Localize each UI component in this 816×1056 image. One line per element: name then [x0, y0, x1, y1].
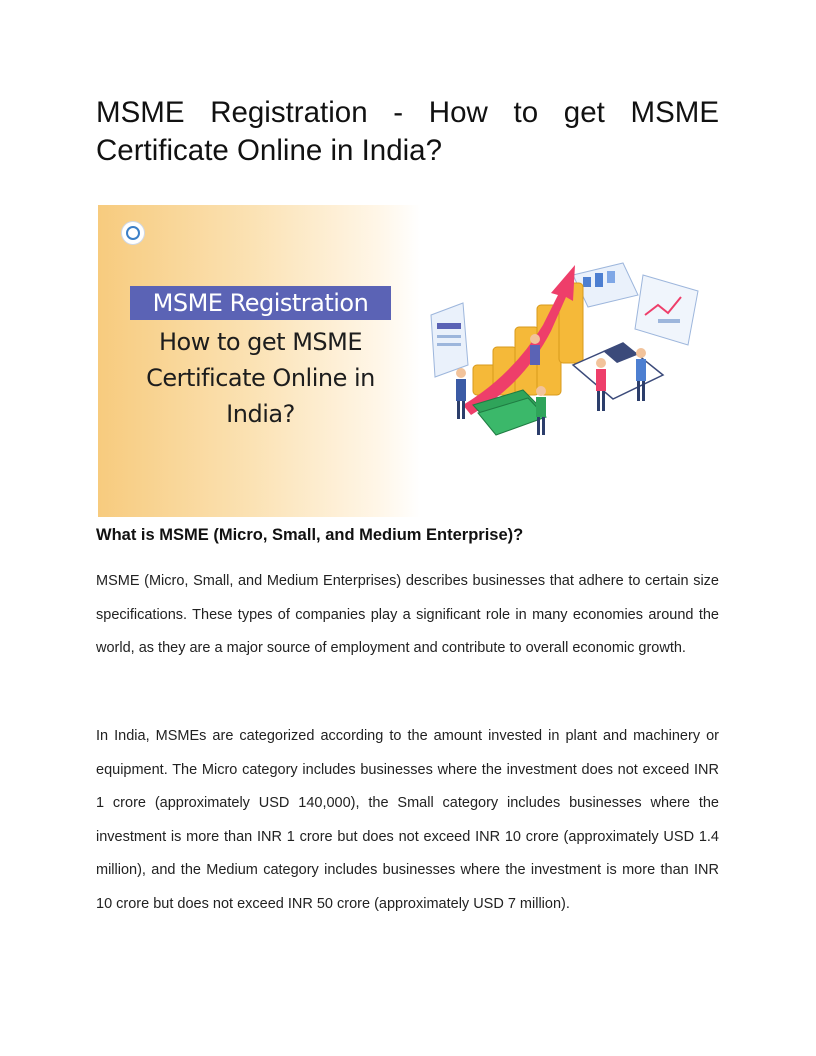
finance-growth-illustration: [423, 255, 713, 455]
coin-stacks-icon: [473, 283, 583, 395]
section-heading: What is MSME (Micro, Small, and Medium Enterprise)?: [96, 526, 524, 544]
banner-subtitle: How to get MSME Certificate Online in India?: [146, 328, 375, 428]
paragraph-msme-definition: MSME (Micro, Small, and Medium Enterprises) describes businesses that adhere to certain size specifications. These types of companies play a significant role in many economies around the world, as they are a major source of employment and contribute to overall economic growth.: [96, 573, 719, 657]
paragraph-msme-india-categories: In India, MSMEs are categorized according to the amount invested in plant and machinery or equipment. The Micro category includes businesses where the investment does not exceed INR 1 crore (approximately USD 140,000), the Small category includes businesses where the investment is more than INR 1 crore but does not exceed INR 10 crore (approximately USD 1.4 million), and the Medium category includes businesses where the investment is more than INR 10 crore but does not exceed INR 50 crore (approximately USD 7 million).: [96, 728, 719, 912]
page-title: MSME Registration - How to get MSME Certificate Online in India?: [96, 96, 719, 167]
hero-banner: [98, 205, 718, 517]
chart-panel-icon: [635, 275, 698, 345]
banner-tag: MSME Registration: [130, 286, 391, 320]
brand-logo-icon: [121, 221, 145, 245]
calculator-icon: [573, 343, 663, 399]
grid-panel-icon: [431, 303, 468, 377]
